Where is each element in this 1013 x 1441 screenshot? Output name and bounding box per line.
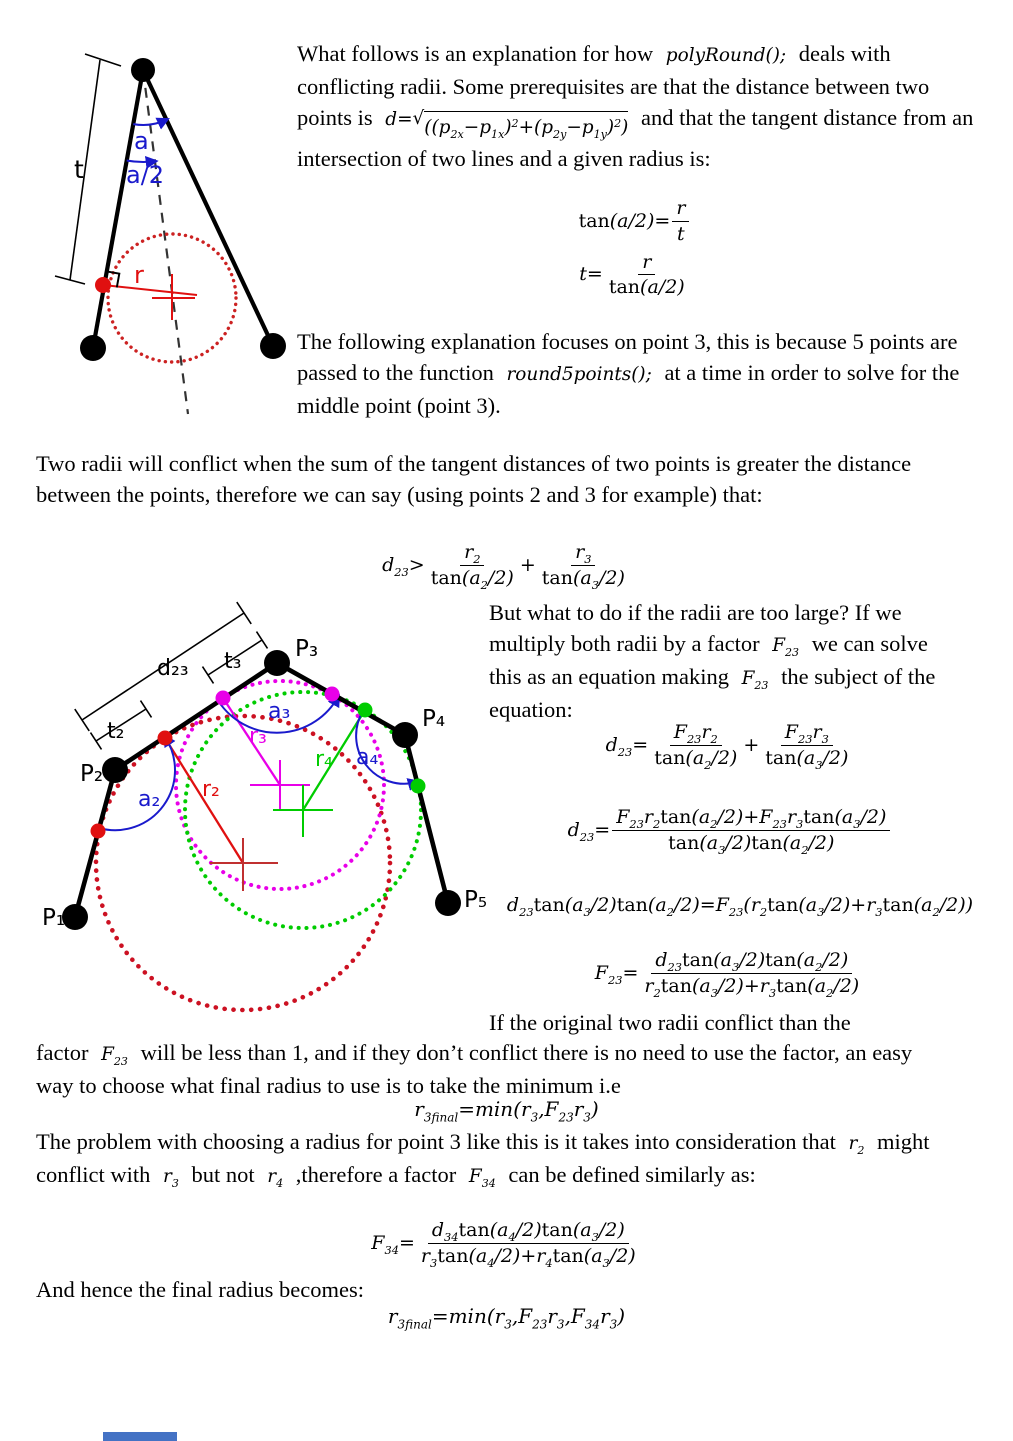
math-lhs: $F_{23}=$ (594, 961, 639, 988)
math-den: t (677, 222, 685, 245)
tangent-point-dot (95, 277, 111, 293)
math-num: r (672, 197, 689, 222)
math-lhs: $F_{34}=$ (371, 1231, 415, 1258)
math-op: + (519, 553, 536, 576)
label-p4: P₄ (422, 706, 446, 732)
f23-inline: $F_{23}$ (101, 1044, 128, 1068)
label-a3: a₃ (268, 699, 291, 724)
text-run: at a time in order to solve for the middle point (point 3). (297, 360, 960, 418)
equation-d23-expanded (470, 894, 1010, 920)
paragraph-final (36, 1274, 636, 1305)
paragraph-point3 (297, 326, 987, 421)
equation-f23 (489, 949, 971, 998)
r4-inline: $r_4$ (267, 1166, 284, 1190)
text-run: Two radii will conflict when the sum of the tangent distances of two points is greater the distance between the points, therefore we can say (using points 2 and 3 for example) that: (36, 451, 912, 507)
text-run: the subject of the equation: (489, 664, 936, 722)
f23-inline: $F_{23}$ (772, 635, 800, 659)
text-run: The following explanation focuses on point 3, this is because 5 points are passed to the function (297, 329, 958, 385)
bottom-blue-bar (103, 1432, 177, 1441)
text-run: and that the tangent distance from an intersection of two lines and a given radius is: (297, 105, 974, 171)
paragraph-conflict (36, 448, 948, 510)
label-p2: P₂ (80, 761, 104, 787)
label-p1: P₁ (42, 905, 66, 931)
equation-r3final-min-both (0, 1304, 1013, 1332)
label-t2: t₂ (107, 719, 125, 744)
math-lhs: $d_{23}>$ (382, 553, 425, 580)
r3-inline: $r_3$ (162, 1166, 179, 1190)
math-num: r (638, 251, 655, 276)
text-run: we can solve this as an equation making (489, 631, 928, 689)
paragraph-conflict-factor-rest (36, 1037, 948, 1101)
label-a4: a₄ (356, 745, 379, 770)
label-r4: r₄ (315, 747, 333, 772)
text-run: but not (191, 1162, 255, 1187)
text-run: might conflict with (36, 1129, 930, 1187)
polyround-inline-formula: polyRound(); (665, 45, 787, 66)
math-den: $\tan(a_2/2)$ (430, 566, 514, 592)
math-num: $d_{34}\tan(a_4/2)\tan(a_3/2)$ (428, 1219, 629, 1244)
math-lhs: d= (385, 109, 413, 130)
paragraph-factor (489, 597, 961, 725)
label-r2: r₂ (202, 777, 220, 802)
center-crosses (210, 760, 333, 891)
equation-tangent-distance (297, 197, 973, 299)
text-run: What follows is an explanation for how (297, 41, 654, 66)
math-lhs: $d_{23}=$ (605, 733, 649, 760)
equation-f34 (0, 1219, 1013, 1268)
f34-inline: $F_{34}$ (468, 1166, 496, 1190)
math-line: $r_{3final}=\min(r_3,F_{23}r_3,F_{34}r_3)$ (387, 1304, 626, 1332)
radical-sign: √ (412, 108, 425, 129)
polyline-radii-diagram (30, 595, 492, 1025)
math-den: tan(a/2) (608, 276, 685, 299)
paragraph-conflict-factor-line1 (489, 1007, 971, 1038)
math-den: $\tan(a_2/2)$ (654, 746, 738, 772)
equation-tan-half (297, 197, 973, 246)
math-num: $d_{23}\tan(a_3/2)\tan(a_2/2)$ (651, 949, 852, 974)
text-run: can be defined similarly as: (508, 1162, 756, 1187)
math-num: $r_3$ (571, 541, 595, 566)
equation-d23-inequality (0, 541, 1013, 590)
paragraph-intro (297, 38, 987, 174)
equation-t (297, 251, 973, 300)
round5points-inline-formula: round5points(); (506, 364, 652, 385)
label-a: a (134, 127, 149, 155)
vertex-dots (62, 650, 461, 930)
text-run: The problem with choosing a radius for point 3 like this is it takes into consideration that (36, 1129, 836, 1154)
math-lhs: $d_{23}=$ (567, 818, 611, 845)
label-p5: P₅ (464, 887, 488, 913)
math-num: $F_{23}r_2\tan(a_2/2)+F_{23}r_3\tan(a_3/2)$ (612, 806, 890, 831)
text-run: If the original two radii conflict than the (489, 1010, 851, 1035)
math-den: $\tan(a_3/2)$ (765, 746, 849, 772)
label-r3: r₃ (249, 724, 267, 749)
math-lhs: t= (579, 263, 603, 286)
math-line: $d_{23}\tan(a_3/2)\tan(a_2/2)=F_{23}(r_2\tan(a_3/2)+r_3\tan(a_2/2))$ (506, 894, 974, 920)
radicand: $((p_{2x}-p_{1x})^2+(p_{2y}-p_{1y})^2)$ (424, 111, 628, 143)
text-run: ,therefore a factor (295, 1162, 457, 1187)
text-run: will be less than 1, and if they don’t conflict there is no need to use the factor, an easy way to choose what final radius to use is to take the minimum i.e (36, 1040, 913, 1098)
math-num: $F_{23}r_3$ (781, 721, 833, 746)
paragraph-problem (36, 1126, 948, 1192)
label-d23: d₂₃ (157, 656, 189, 681)
math-num: $r_2$ (460, 541, 484, 566)
text-run: But what to do if the radii are too large? If we multiply both radii by a factor (489, 600, 902, 656)
polygon-edges (93, 70, 273, 348)
math-lhs: tan(a/2)= (578, 209, 671, 232)
label-t3: t₃ (224, 649, 242, 674)
equation-d23-single-fraction (489, 806, 971, 855)
tangent-distance-diagram (28, 36, 300, 428)
math-den: $\tan(a_3/2)\tan(a_2/2)$ (668, 831, 835, 857)
math-num: $F_{23}r_2$ (670, 721, 722, 746)
math-den: $r_3\tan(a_4/2)+r_4\tan(a_3/2)$ (420, 1244, 636, 1270)
label-r: r (134, 261, 144, 289)
label-a-half: a/2 (126, 161, 165, 189)
text-run: And hence the final radius becomes: (36, 1277, 365, 1302)
equation-d23-factored (489, 721, 971, 770)
math-line: $r_{3final}=\min(r_3,F_{23}r_3)$ (414, 1097, 599, 1125)
r2-inline: $r_2$ (848, 1133, 865, 1157)
equation-r3final-min (0, 1097, 1013, 1125)
label-a2: a₂ (138, 787, 161, 812)
math-den: $\tan(a_3/2)$ (541, 566, 625, 592)
text-run: factor (36, 1040, 89, 1065)
text-run: deals with conflicting radii. Some prerequisites are that the distance between two points is (297, 41, 930, 130)
math-op: + (743, 733, 760, 756)
distance-inline-formula (385, 108, 629, 141)
label-p3: P₃ (295, 636, 319, 662)
label-t: t (74, 155, 84, 184)
math-den: $r_2\tan(a_3/2)+r_3\tan(a_2/2)$ (644, 974, 860, 1000)
f23-inline: $F_{23}$ (741, 668, 769, 692)
